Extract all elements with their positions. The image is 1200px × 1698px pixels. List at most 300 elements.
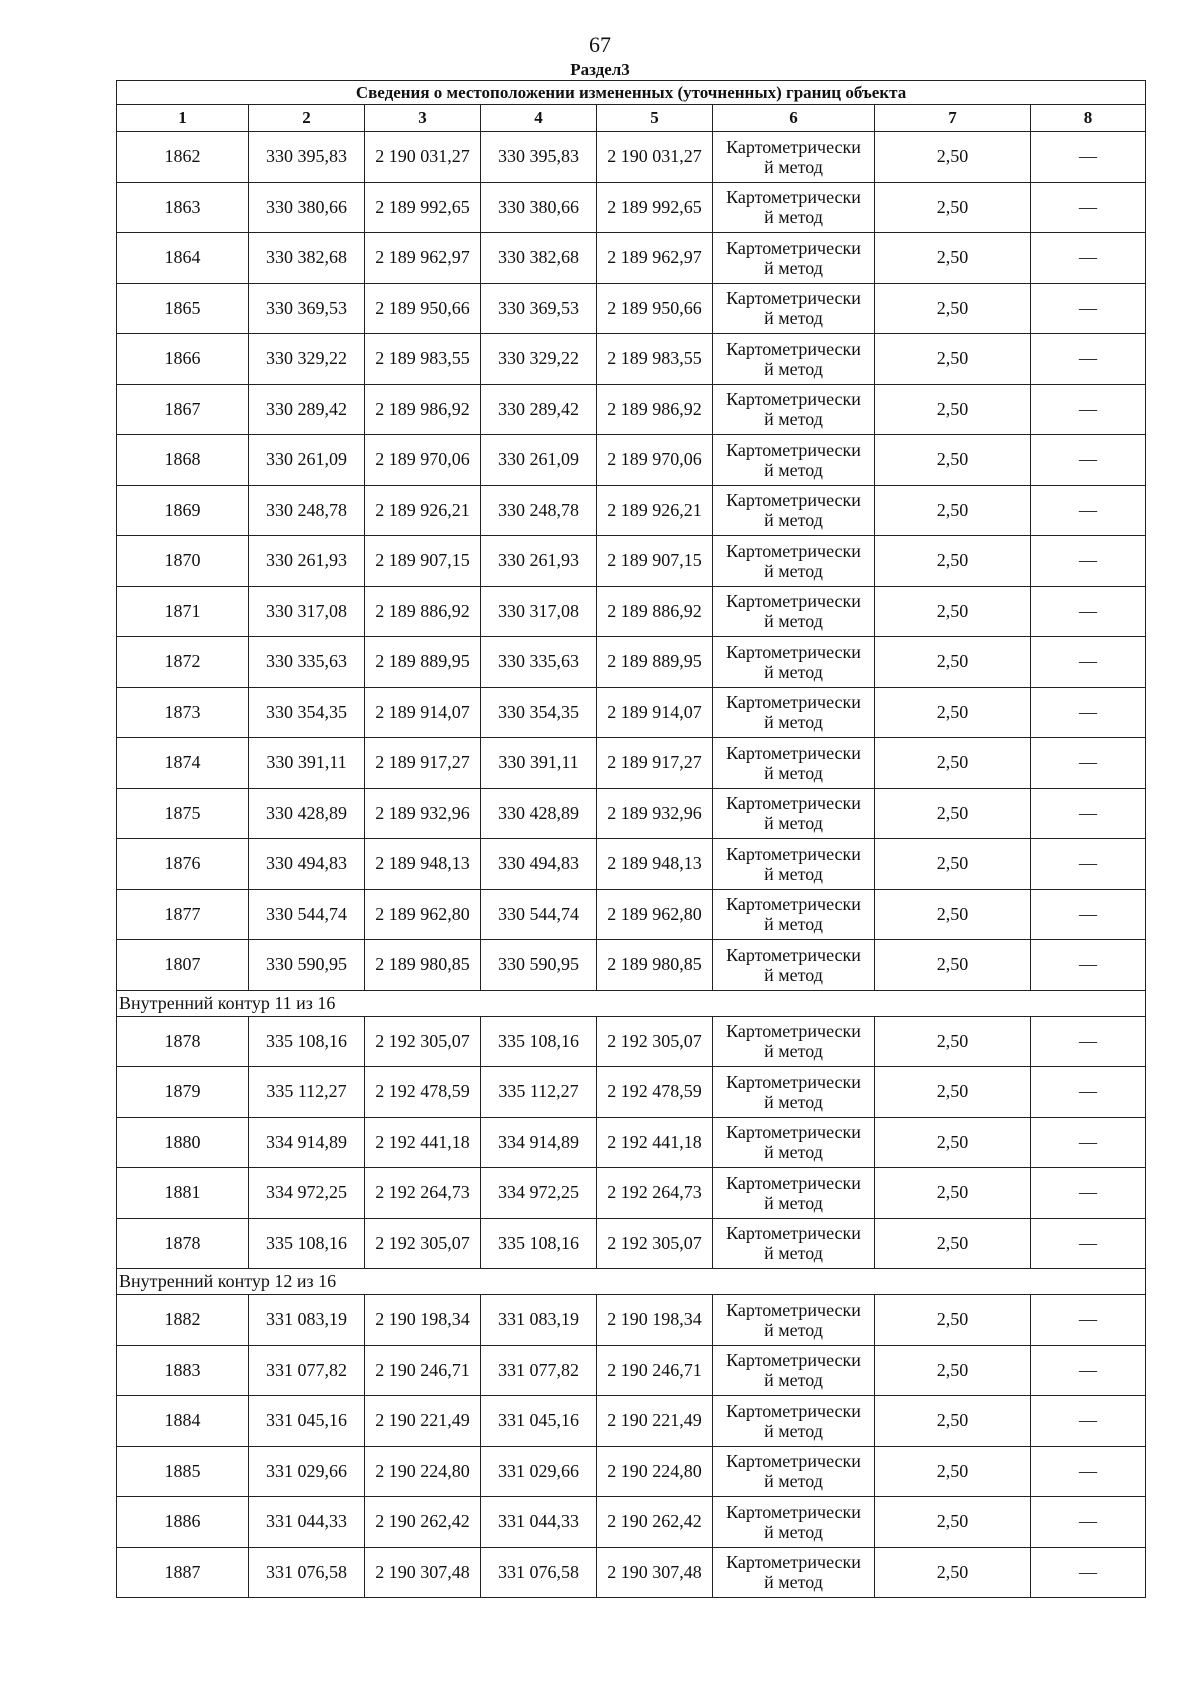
table-row [117, 1497, 1146, 1548]
coordinate-cell: 2 189 914,07 [597, 687, 713, 738]
coordinate-cell: 2 190 262,42 [365, 1497, 481, 1548]
coordinate-cell: 2 190 221,49 [365, 1396, 481, 1447]
method-line-2: й метод [764, 1572, 823, 1593]
coordinate-cell: 2 189 980,85 [365, 940, 481, 991]
method-line-1: Картометрически [726, 944, 861, 965]
coordinate-cell: 330 590,95 [249, 940, 365, 991]
coordinate-cell: 331 076,58 [481, 1547, 597, 1598]
coordinate-cell: 330 261,93 [481, 536, 597, 587]
accuracy-cell: 2,50 [875, 283, 1031, 334]
method-cell [713, 334, 875, 385]
note-cell: — [1031, 435, 1146, 486]
coordinate-cell: 2 190 221,49 [597, 1396, 713, 1447]
method-line-1: Картометрически [726, 1223, 861, 1244]
table-body [117, 132, 1146, 1598]
point-number-cell: 1878 [117, 1016, 249, 1067]
method-line-2: й метод [764, 1471, 823, 1492]
method-cell [713, 1547, 875, 1598]
table-row [117, 1218, 1146, 1269]
note-cell: — [1031, 1446, 1146, 1497]
table-row [117, 940, 1146, 991]
note-cell: — [1031, 1218, 1146, 1269]
note-cell: — [1031, 233, 1146, 284]
coordinate-cell: 2 190 198,34 [597, 1295, 713, 1346]
coordinate-cell: 330 428,89 [481, 788, 597, 839]
method-cell [713, 485, 875, 536]
method-cell [713, 1067, 875, 1118]
method-line-2: й метод [764, 1192, 823, 1213]
coordinate-cell: 331 029,66 [481, 1446, 597, 1497]
method-cell [713, 536, 875, 587]
table-row [117, 687, 1146, 738]
coordinate-cell: 334 914,89 [249, 1117, 365, 1168]
method-line-2: й метод [764, 1319, 823, 1340]
coordinate-cell: 2 189 986,92 [597, 384, 713, 435]
column-header: 3 [365, 105, 481, 132]
accuracy-cell: 2,50 [875, 1168, 1031, 1219]
coordinate-cell: 330 395,83 [481, 132, 597, 183]
point-number-cell: 1882 [117, 1295, 249, 1346]
coordinate-cell: 2 189 932,96 [597, 788, 713, 839]
point-number-cell: 1866 [117, 334, 249, 385]
point-number-cell: 1868 [117, 435, 249, 486]
coordinate-cell: 2 190 307,48 [365, 1547, 481, 1598]
contour-label: Внутренний контур 12 из 16 [117, 1269, 1146, 1295]
accuracy-cell: 2,50 [875, 1446, 1031, 1497]
method-line-2: й метод [764, 661, 823, 682]
method-line-1: Картометрически [726, 591, 861, 612]
accuracy-cell: 2,50 [875, 132, 1031, 183]
method-line-1: Картометрически [726, 1122, 861, 1143]
column-header: 8 [1031, 105, 1146, 132]
coordinate-cell: 331 083,19 [249, 1295, 365, 1346]
accuracy-cell: 2,50 [875, 182, 1031, 233]
coordinate-cell: 2 189 983,55 [597, 334, 713, 385]
accuracy-cell: 2,50 [875, 1396, 1031, 1447]
note-cell: — [1031, 586, 1146, 637]
coordinate-cell: 330 369,53 [481, 283, 597, 334]
coordinate-cell: 2 189 970,06 [365, 435, 481, 486]
point-number-cell: 1874 [117, 738, 249, 789]
coordinate-cell: 330 354,35 [481, 687, 597, 738]
note-cell: — [1031, 839, 1146, 890]
coordinate-cell: 331 077,82 [481, 1345, 597, 1396]
coordinate-cell: 2 190 307,48 [597, 1547, 713, 1598]
coordinate-cell: 2 192 441,18 [597, 1117, 713, 1168]
method-cell [713, 586, 875, 637]
method-line-2: й метод [764, 1091, 823, 1112]
coordinate-cell: 330 380,66 [249, 182, 365, 233]
accuracy-cell: 2,50 [875, 738, 1031, 789]
note-cell: — [1031, 687, 1146, 738]
coordinate-cell: 330 335,63 [249, 637, 365, 688]
method-line-2: й метод [764, 308, 823, 329]
method-line-1: Картометрически [726, 1172, 861, 1193]
method-line-1: Картометрически [726, 439, 861, 460]
method-cell [713, 1168, 875, 1219]
coordinate-cell: 2 189 889,95 [365, 637, 481, 688]
table-row [117, 839, 1146, 890]
table-row [117, 435, 1146, 486]
point-number-cell: 1807 [117, 940, 249, 991]
method-line-2: й метод [764, 257, 823, 278]
coordinate-cell: 2 189 948,13 [597, 839, 713, 890]
coordinate-cell: 2 189 962,97 [597, 233, 713, 284]
accuracy-cell: 2,50 [875, 839, 1031, 890]
point-number-cell: 1881 [117, 1168, 249, 1219]
note-cell: — [1031, 1396, 1146, 1447]
note-cell: — [1031, 738, 1146, 789]
method-line-1: Картометрически [726, 1299, 861, 1320]
method-line-1: Картометрически [726, 1552, 861, 1573]
accuracy-cell: 2,50 [875, 889, 1031, 940]
table-row [117, 637, 1146, 688]
table-row [117, 1345, 1146, 1396]
coordinate-cell: 330 248,78 [249, 485, 365, 536]
method-cell [713, 182, 875, 233]
coordinate-cell: 2 189 962,80 [365, 889, 481, 940]
coordinate-cell: 2 192 305,07 [597, 1218, 713, 1269]
method-line-1: Картометрически [726, 843, 861, 864]
point-number-cell: 1884 [117, 1396, 249, 1447]
method-line-2: й метод [764, 510, 823, 531]
method-line-2: й метод [764, 712, 823, 733]
coordinate-cell: 2 192 478,59 [597, 1067, 713, 1118]
method-line-2: й метод [764, 863, 823, 884]
coordinate-cell: 2 190 031,27 [597, 132, 713, 183]
coordinate-cell: 330 329,22 [249, 334, 365, 385]
method-cell [713, 1396, 875, 1447]
section-title: Раздел3 [570, 60, 630, 79]
coordinate-cell: 2 190 198,34 [365, 1295, 481, 1346]
coordinate-cell: 330 395,83 [249, 132, 365, 183]
method-cell [713, 132, 875, 183]
note-cell: — [1031, 1547, 1146, 1598]
coordinate-cell: 2 189 992,65 [597, 182, 713, 233]
table-row [117, 1168, 1146, 1219]
method-line-1: Картометрически [726, 338, 861, 359]
coordinate-cell: 2 190 262,42 [597, 1497, 713, 1548]
method-line-2: й метод [764, 459, 823, 480]
accuracy-cell: 2,50 [875, 1295, 1031, 1346]
coordinate-cell: 331 029,66 [249, 1446, 365, 1497]
coordinate-cell: 330 380,66 [481, 182, 597, 233]
coordinate-cell: 330 428,89 [249, 788, 365, 839]
accuracy-cell: 2,50 [875, 1218, 1031, 1269]
coordinate-cell: 335 108,16 [249, 1016, 365, 1067]
accuracy-cell: 2,50 [875, 536, 1031, 587]
coordinate-cell: 330 261,93 [249, 536, 365, 587]
coordinate-cell: 2 189 948,13 [365, 839, 481, 890]
point-number-cell: 1870 [117, 536, 249, 587]
point-number-cell: 1867 [117, 384, 249, 435]
method-line-2: й метод [764, 156, 823, 177]
accuracy-cell: 2,50 [875, 1345, 1031, 1396]
accuracy-cell: 2,50 [875, 637, 1031, 688]
accuracy-cell: 2,50 [875, 586, 1031, 637]
coordinate-cell: 330 391,11 [481, 738, 597, 789]
table-row [117, 1067, 1146, 1118]
accuracy-cell: 2,50 [875, 687, 1031, 738]
coordinate-cell: 335 112,27 [481, 1067, 597, 1118]
note-cell: — [1031, 1497, 1146, 1548]
method-cell [713, 1345, 875, 1396]
note-cell: — [1031, 1117, 1146, 1168]
table-row [117, 1117, 1146, 1168]
note-cell: — [1031, 889, 1146, 940]
coordinate-cell: 335 112,27 [249, 1067, 365, 1118]
method-line-2: й метод [764, 813, 823, 834]
method-cell [713, 1497, 875, 1548]
note-cell: — [1031, 788, 1146, 839]
table-row [117, 536, 1146, 587]
table-row [117, 334, 1146, 385]
method-line-2: й метод [764, 1243, 823, 1264]
accuracy-cell: 2,50 [875, 1067, 1031, 1118]
note-cell: — [1031, 1345, 1146, 1396]
method-line-1: Картометрически [726, 1451, 861, 1472]
accuracy-cell: 2,50 [875, 384, 1031, 435]
coordinate-cell: 330 544,74 [481, 889, 597, 940]
method-line-1: Картометрически [726, 288, 861, 309]
table-row [117, 182, 1146, 233]
coordinate-cell: 331 077,82 [249, 1345, 365, 1396]
note-cell: — [1031, 132, 1146, 183]
note-cell: — [1031, 1295, 1146, 1346]
accuracy-cell: 2,50 [875, 334, 1031, 385]
method-line-1: Картометрически [726, 1071, 861, 1092]
point-number-cell: 1877 [117, 889, 249, 940]
table-row [117, 788, 1146, 839]
accuracy-cell: 2,50 [875, 485, 1031, 536]
page-number: 67 [589, 32, 611, 57]
point-number-cell: 1879 [117, 1067, 249, 1118]
method-cell [713, 940, 875, 991]
coordinate-cell: 2 189 980,85 [597, 940, 713, 991]
method-cell [713, 435, 875, 486]
coordinate-cell: 2 189 907,15 [597, 536, 713, 587]
point-number-cell: 1887 [117, 1547, 249, 1598]
method-line-2: й метод [764, 914, 823, 935]
accuracy-cell: 2,50 [875, 1016, 1031, 1067]
coordinate-cell: 2 192 305,07 [365, 1016, 481, 1067]
accuracy-cell: 2,50 [875, 940, 1031, 991]
accuracy-cell: 2,50 [875, 788, 1031, 839]
coordinate-cell: 330 329,22 [481, 334, 597, 385]
coordinate-cell: 330 369,53 [249, 283, 365, 334]
coordinate-cell: 330 317,08 [481, 586, 597, 637]
coordinate-cell: 2 190 224,80 [365, 1446, 481, 1497]
coordinate-cell: 2 189 886,92 [365, 586, 481, 637]
coordinate-cell: 330 544,74 [249, 889, 365, 940]
method-line-1: Картометрически [726, 894, 861, 915]
method-line-1: Картометрически [726, 641, 861, 662]
coordinate-cell: 2 192 441,18 [365, 1117, 481, 1168]
accuracy-cell: 2,50 [875, 1117, 1031, 1168]
contour-row [117, 1269, 1146, 1295]
note-cell: — [1031, 637, 1146, 688]
table-row [117, 283, 1146, 334]
method-line-1: Картометрически [726, 1501, 861, 1522]
method-line-2: й метод [764, 560, 823, 581]
method-line-1: Картометрически [726, 237, 861, 258]
coordinate-cell: 2 189 907,15 [365, 536, 481, 587]
coordinate-cell: 2 192 264,73 [365, 1168, 481, 1219]
point-number-cell: 1864 [117, 233, 249, 284]
method-line-1: Картометрически [726, 1021, 861, 1042]
note-cell: — [1031, 334, 1146, 385]
method-cell [713, 687, 875, 738]
method-cell [713, 1218, 875, 1269]
coordinate-cell: 330 382,68 [249, 233, 365, 284]
coordinate-cell: 2 190 246,71 [597, 1345, 713, 1396]
column-header: 7 [875, 105, 1031, 132]
column-header: 2 [249, 105, 365, 132]
note-cell: — [1031, 485, 1146, 536]
coordinate-cell: 2 189 950,66 [365, 283, 481, 334]
coordinate-cell: 2 189 889,95 [597, 637, 713, 688]
note-cell: — [1031, 384, 1146, 435]
coordinate-cell: 330 261,09 [481, 435, 597, 486]
method-line-1: Картометрически [726, 793, 861, 814]
coordinate-cell: 2 189 986,92 [365, 384, 481, 435]
point-number-cell: 1878 [117, 1218, 249, 1269]
coordinate-cell: 2 192 264,73 [597, 1168, 713, 1219]
note-cell: — [1031, 1016, 1146, 1067]
table-row [117, 1016, 1146, 1067]
coordinate-cell: 2 190 246,71 [365, 1345, 481, 1396]
coordinate-cell: 2 189 932,96 [365, 788, 481, 839]
method-cell [713, 738, 875, 789]
note-cell: — [1031, 1067, 1146, 1118]
method-line-2: й метод [764, 207, 823, 228]
method-cell [713, 637, 875, 688]
note-cell: — [1031, 536, 1146, 587]
contour-label: Внутренний контур 11 из 16 [117, 990, 1146, 1016]
point-number-cell: 1886 [117, 1497, 249, 1548]
point-number-cell: 1885 [117, 1446, 249, 1497]
point-number-cell: 1869 [117, 485, 249, 536]
accuracy-cell: 2,50 [875, 1547, 1031, 1598]
coordinate-cell: 331 044,33 [481, 1497, 597, 1548]
coordinate-cell: 331 044,33 [249, 1497, 365, 1548]
point-number-cell: 1862 [117, 132, 249, 183]
point-number-cell: 1876 [117, 839, 249, 890]
table-row [117, 132, 1146, 183]
column-header: 4 [481, 105, 597, 132]
table-row [117, 1446, 1146, 1497]
method-line-1: Картометрически [726, 136, 861, 157]
coordinate-cell: 331 045,16 [249, 1396, 365, 1447]
method-cell [713, 1446, 875, 1497]
boundary-coordinates-table [116, 80, 1146, 1598]
note-cell: — [1031, 182, 1146, 233]
coordinate-cell: 2 192 478,59 [365, 1067, 481, 1118]
contour-row [117, 990, 1146, 1016]
coordinate-cell: 331 076,58 [249, 1547, 365, 1598]
method-line-2: й метод [764, 1041, 823, 1062]
coordinate-cell: 330 590,95 [481, 940, 597, 991]
coordinate-cell: 330 354,35 [249, 687, 365, 738]
coordinate-cell: 2 189 950,66 [597, 283, 713, 334]
coordinate-cell: 2 189 917,27 [365, 738, 481, 789]
note-cell: — [1031, 1168, 1146, 1219]
method-cell [713, 788, 875, 839]
method-line-2: й метод [764, 1370, 823, 1391]
coordinate-cell: 331 083,19 [481, 1295, 597, 1346]
method-cell [713, 283, 875, 334]
note-cell: — [1031, 940, 1146, 991]
coordinate-cell: 334 972,25 [249, 1168, 365, 1219]
point-number-cell: 1875 [117, 788, 249, 839]
method-line-2: й метод [764, 611, 823, 632]
coordinate-cell: 335 108,16 [481, 1218, 597, 1269]
table-row [117, 889, 1146, 940]
method-line-1: Картометрически [726, 389, 861, 410]
table-row [117, 1396, 1146, 1447]
method-cell [713, 839, 875, 890]
coordinate-cell: 334 914,89 [481, 1117, 597, 1168]
coordinate-cell: 2 190 224,80 [597, 1446, 713, 1497]
point-number-cell: 1863 [117, 182, 249, 233]
method-line-1: Картометрически [726, 1350, 861, 1371]
coordinate-cell: 2 190 031,27 [365, 132, 481, 183]
column-header: 1 [117, 105, 249, 132]
column-header: 5 [597, 105, 713, 132]
point-number-cell: 1873 [117, 687, 249, 738]
method-line-1: Картометрически [726, 490, 861, 511]
accuracy-cell: 2,50 [875, 1497, 1031, 1548]
method-line-1: Картометрически [726, 1400, 861, 1421]
coordinate-cell: 330 494,83 [249, 839, 365, 890]
method-line-2: й метод [764, 1521, 823, 1542]
coordinate-cell: 2 192 305,07 [365, 1218, 481, 1269]
point-number-cell: 1871 [117, 586, 249, 637]
coordinate-cell: 330 289,42 [481, 384, 597, 435]
coordinate-cell: 2 189 886,92 [597, 586, 713, 637]
coordinate-cell: 2 189 926,21 [365, 485, 481, 536]
coordinate-cell: 2 189 914,07 [365, 687, 481, 738]
coordinate-cell: 330 317,08 [249, 586, 365, 637]
table-row [117, 1547, 1146, 1598]
table-row [117, 485, 1146, 536]
column-header-row [117, 105, 1146, 132]
method-cell [713, 1117, 875, 1168]
coordinate-cell: 2 189 970,06 [597, 435, 713, 486]
table-caption: Сведения о местоположении измененных (уточненных) границ объекта [117, 81, 1146, 105]
method-line-1: Картометрически [726, 692, 861, 713]
coordinate-cell: 2 189 917,27 [597, 738, 713, 789]
table-row [117, 738, 1146, 789]
coordinate-cell: 331 045,16 [481, 1396, 597, 1447]
table-row [117, 384, 1146, 435]
column-header: 6 [713, 105, 875, 132]
method-line-2: й метод [764, 409, 823, 430]
note-cell: — [1031, 283, 1146, 334]
coordinate-cell: 334 972,25 [481, 1168, 597, 1219]
coordinate-cell: 335 108,16 [481, 1016, 597, 1067]
table-row [117, 586, 1146, 637]
coordinate-cell: 2 192 305,07 [597, 1016, 713, 1067]
point-number-cell: 1883 [117, 1345, 249, 1396]
method-line-2: й метод [764, 1420, 823, 1441]
table-row [117, 233, 1146, 284]
coordinate-cell: 330 289,42 [249, 384, 365, 435]
coordinate-cell: 330 382,68 [481, 233, 597, 284]
method-cell [713, 384, 875, 435]
method-line-2: й метод [764, 964, 823, 985]
coordinate-cell: 2 189 962,80 [597, 889, 713, 940]
